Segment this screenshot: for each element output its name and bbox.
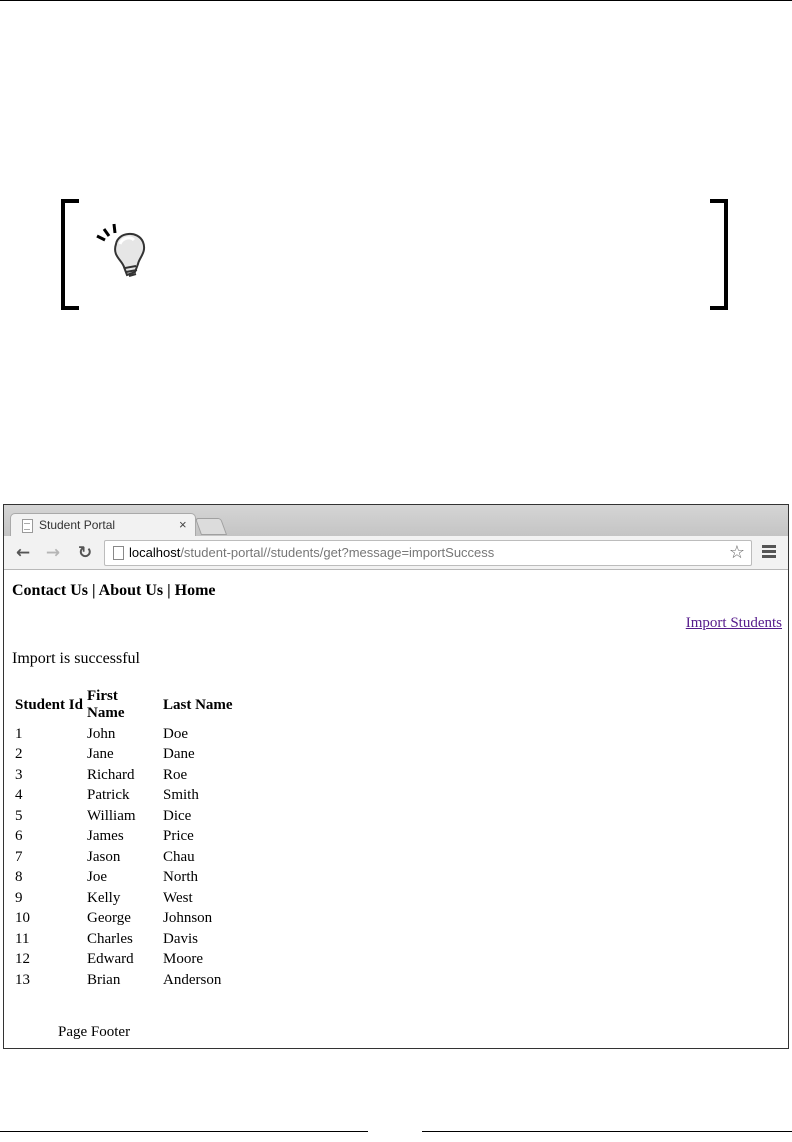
cell-last-name: Smith [163, 787, 199, 804]
cell-first-name: George [87, 910, 131, 927]
table-row [14, 786, 234, 807]
cell-last-name: Chau [163, 848, 195, 865]
cell-last-name: Moore [163, 951, 203, 968]
top-rule [0, 0, 792, 1]
table-row [14, 868, 234, 889]
tab-title: Student Portal [39, 518, 116, 532]
nav-link-about-us[interactable]: About Us [98, 582, 164, 599]
table-row [14, 909, 234, 930]
column-header-student-id: Student Id [15, 696, 83, 713]
cell-last-name: Dice [163, 807, 192, 824]
page-content [4, 570, 788, 1048]
table-row [14, 888, 234, 909]
page-icon [22, 519, 33, 533]
cell-first-name: Jane [87, 746, 114, 763]
nav-link-contact-us[interactable]: Contact Us [12, 582, 88, 599]
cell-first-name: James [87, 828, 124, 845]
cell-student-id: 5 [15, 807, 23, 824]
students-table [12, 687, 236, 991]
forward-arrow-icon[interactable]: → [45, 543, 61, 563]
cell-last-name: Dane [163, 746, 195, 763]
tip-bracket-left [61, 199, 79, 310]
cell-first-name: Patrick [87, 787, 130, 804]
table-row [14, 950, 234, 971]
cell-first-name: Richard [87, 766, 135, 783]
table-header-row [14, 687, 234, 724]
cell-student-id: 8 [15, 869, 23, 886]
cell-first-name: Brian [87, 971, 121, 988]
cell-student-id: 4 [15, 787, 23, 804]
new-tab-button[interactable] [195, 518, 227, 535]
cell-first-name: John [87, 725, 116, 742]
browser-toolbar [4, 536, 788, 570]
cell-first-name: William [87, 807, 136, 824]
cell-student-id: 11 [15, 930, 30, 947]
bottom-rule-left [0, 1131, 368, 1132]
cell-first-name: Charles [87, 930, 133, 947]
cell-last-name: Johnson [163, 910, 213, 927]
cell-last-name: Davis [163, 930, 198, 947]
back-arrow-icon[interactable]: ← [15, 543, 31, 563]
page-icon [113, 546, 124, 560]
star-icon[interactable]: ☆ [728, 542, 745, 563]
tip-bracket-right [710, 199, 728, 310]
url-path: /student-portal//students/get?message=importSuccess [180, 545, 495, 560]
nav-separator: | [88, 582, 99, 599]
browser-window [3, 504, 789, 1049]
table-row [14, 929, 234, 950]
cell-first-name: Jason [87, 848, 121, 865]
cell-student-id: 12 [15, 951, 30, 968]
cell-last-name: North [163, 869, 198, 886]
close-icon[interactable]: × [179, 517, 187, 532]
cell-first-name: Joe [87, 869, 107, 886]
table-row [14, 806, 234, 827]
cell-last-name: Anderson [163, 971, 222, 988]
table-row [14, 827, 234, 848]
cell-first-name: Kelly [87, 889, 121, 906]
table-body [14, 724, 234, 991]
import-students-link[interactable]: Import Students [685, 615, 782, 631]
table-row [14, 765, 234, 786]
cell-student-id: 2 [15, 746, 23, 763]
page-footer: Page Footer [58, 1024, 131, 1040]
lightbulb-icon [94, 222, 150, 282]
reload-icon[interactable]: ↻ [77, 543, 93, 563]
url-text [129, 545, 494, 560]
bottom-rule-right [422, 1131, 792, 1132]
cell-first-name: Edward [87, 951, 134, 968]
cell-last-name: West [163, 889, 193, 906]
nav-separator: | [163, 582, 175, 599]
column-header-last-name: Last Name [163, 696, 233, 713]
cell-student-id: 3 [15, 766, 23, 783]
address-bar[interactable] [104, 540, 752, 566]
cell-last-name: Price [163, 828, 194, 845]
table-row [14, 970, 234, 991]
table-row [14, 847, 234, 868]
cell-student-id: 6 [15, 828, 23, 845]
tab-strip [4, 505, 788, 536]
top-navigation [12, 582, 216, 600]
tab-student-portal[interactable] [10, 513, 196, 537]
table-row [14, 724, 234, 745]
status-message: Import is successful [12, 650, 140, 667]
nav-link-home[interactable]: Home [174, 582, 216, 599]
cell-student-id: 7 [15, 848, 23, 865]
cell-last-name: Doe [163, 725, 188, 742]
url-host: localhost [129, 545, 181, 560]
cell-student-id: 9 [15, 889, 23, 906]
cell-student-id: 10 [15, 910, 30, 927]
menu-icon[interactable] [762, 545, 776, 559]
table-row [14, 745, 234, 766]
cell-student-id: 1 [15, 725, 23, 742]
cell-last-name: Roe [163, 766, 188, 783]
cell-student-id: 13 [15, 971, 30, 988]
column-header-first-name: First Name [87, 688, 125, 721]
